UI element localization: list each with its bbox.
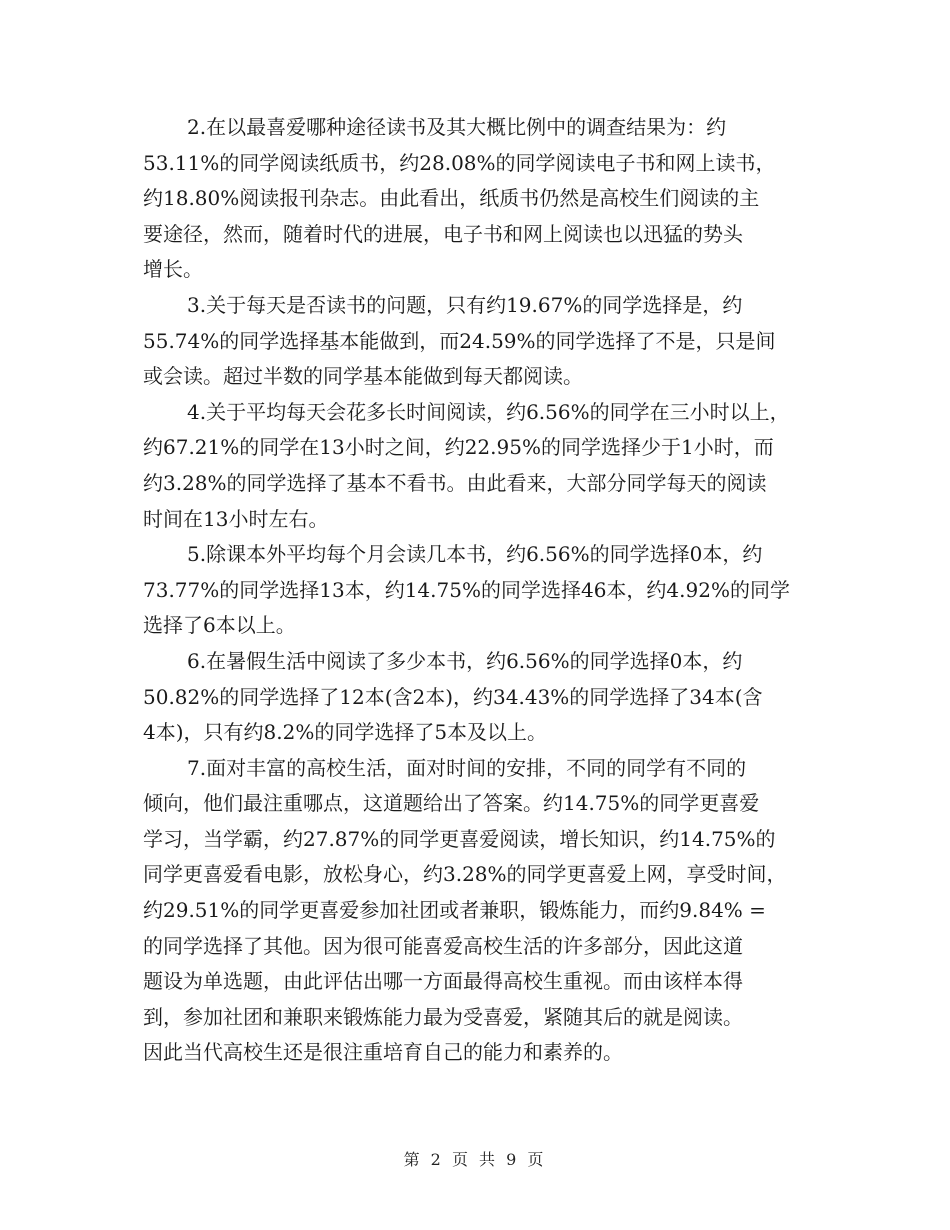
text-line: 时间在13小时左右。 (143, 506, 329, 531)
text-line: 55.74%的同学选择基本能做到，而24.59%的同学选择了不是，只是间 (143, 328, 776, 353)
text-line: 增长。 (143, 257, 203, 282)
text-line: 的同学选择了其他。因为很可能喜爱高校生活的许多部分，因此这道 (143, 933, 743, 958)
text-line: 倾向，他们最注重哪点，这道题给出了答案。约14.75%的同学更喜爱 (143, 791, 760, 816)
text-line: 要途径，然而，随着时代的进展，电子书和网上阅读也以迅猛的势头 (143, 221, 743, 246)
page-footer (0, 1147, 950, 1170)
text-line: 4.关于平均每天会花多长时间阅读，约6.56%的同学在三小时以上， (187, 399, 790, 424)
text-line: 3.关于每天是否读书的问题，只有约19.67%的同学选择是，约 (187, 292, 743, 317)
body-text (143, 110, 833, 1071)
text-line: 因此当代高校生还是很注重培育自己的能力和素养的。 (143, 1040, 623, 1065)
text-line: 约18.80%阅读报刊杂志。由此看出，纸质书仍然是高校生们阅读的主 (143, 186, 760, 211)
text-line: 73.77%的同学选择13本，约14.75%的同学选择46本，约4.92%的同学 (143, 577, 790, 602)
text-line: 约3.28%的同学选择了基本不看书。由此看来，大部分同学每天的阅读 (143, 470, 767, 495)
paragraph-7 (143, 751, 833, 1071)
text-line: 约29.51%的同学更喜爱参加社团或者兼职，锻炼能力，而约9.84% = (143, 898, 766, 923)
text-line: 题设为单选题，由此评估出哪一方面最得高校生重视。而由该样本得 (143, 969, 743, 994)
paragraph-3 (143, 288, 833, 395)
text-line: 7.面对丰富的高校生活，面对时间的安排，不同的同学有不同的 (187, 755, 747, 780)
text-line: 4本)，只有约8.2%的同学选择了5本及以上。 (143, 720, 548, 745)
text-line: 5.除课本外平均每个月会读几本书，约6.56%的同学选择0本，约 (187, 542, 763, 567)
text-line: 选择了6本以上。 (143, 613, 296, 638)
text-line: 或会读。超过半数的同学基本能做到每天都阅读。 (143, 364, 583, 389)
text-line: 同学更喜爱看电影，放松身心，约3.28%的同学更喜爱上网，享受时间， (143, 862, 787, 887)
text-line: 到，参加社团和兼职来锻炼能力最为受喜爱，紧随其后的就是阅读。 (143, 1004, 743, 1029)
paragraph-6 (143, 644, 833, 751)
page-number: 第 2 页 共 9 页 (403, 1150, 547, 1169)
text-line: 50.82%的同学选择了12本(含2本)，约34.43%的同学选择了34本(含 (143, 684, 763, 709)
text-line: 2.在以最喜爱哪种途径读书及其大概比例中的调查结果为：约 (187, 115, 727, 139)
text-line: 约67.21%的同学在13小时之间，约22.95%的同学选择少于1小时，而 (143, 435, 774, 460)
paragraph-2 (143, 110, 833, 288)
paragraph-4 (143, 395, 833, 537)
text-line: 学习，当学霸，约27.87%的同学更喜爱阅读，增长知识，约14.75%的 (143, 826, 776, 851)
text-line: 6.在暑假生活中阅读了多少本书，约6.56%的同学选择0本，约 (187, 648, 743, 673)
text-line: 53.11%的同学阅读纸质书，约28.08%的同学阅读电子书和网上读书， (143, 150, 776, 175)
paragraph-5 (143, 537, 833, 644)
